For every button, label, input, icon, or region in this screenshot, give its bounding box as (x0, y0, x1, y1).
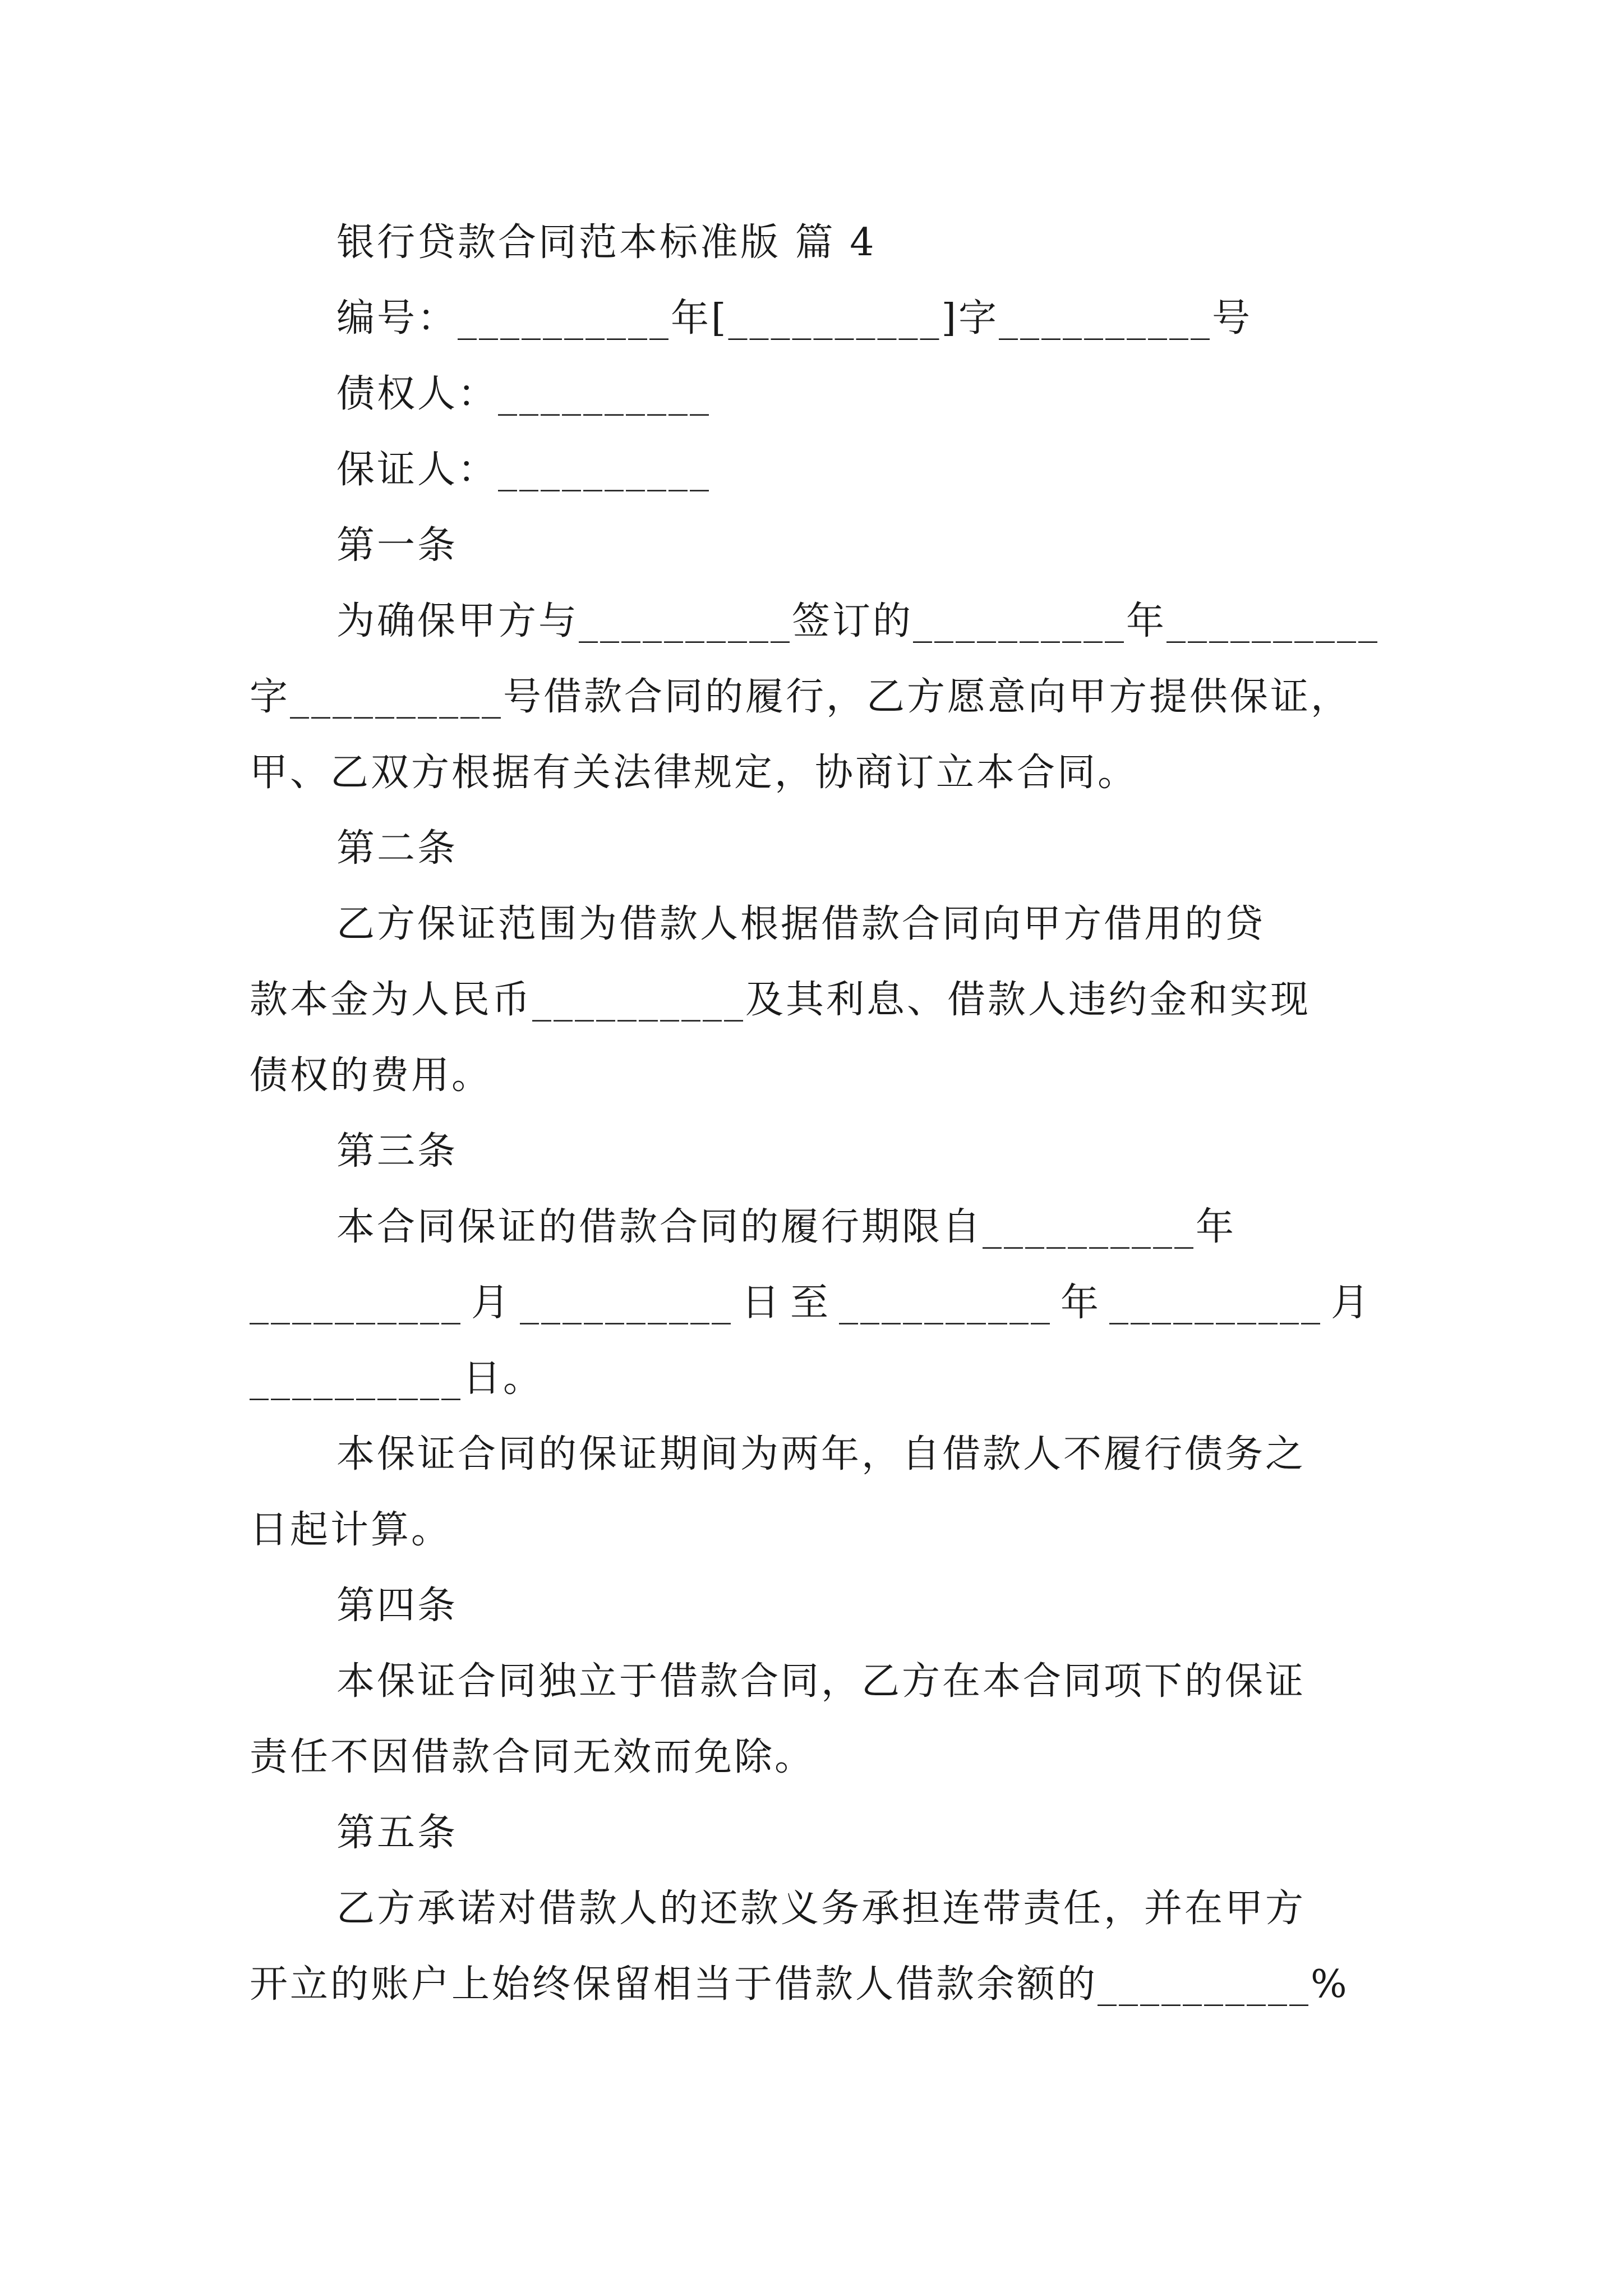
article-2-line-3: 债权的费用。 (250, 1053, 492, 1098)
day-label: 日 (741, 1281, 782, 1325)
article-4-line-1: 本保证合同独立于借款合同，乙方在本合同项下的保证 (336, 1659, 1306, 1704)
article-4-heading: 第四条 (336, 1584, 458, 1628)
article-3-line-3: __________日。 (250, 1356, 544, 1401)
article-3-line-1: 本合同保证的借款合同的履行期限自__________年 (336, 1205, 1237, 1249)
article-2-line-1: 乙方保证范围为借款人根据借款合同向甲方借用的贷 (336, 902, 1266, 946)
article-1-line-2: 字__________号借款合同的履行，乙方愿意向甲方提供保证， (250, 675, 1352, 719)
month-label: 月 (471, 1281, 511, 1325)
year-label: 年 (1060, 1281, 1101, 1325)
article-1-line-1: 为确保甲方与__________签订的__________年__________ (336, 599, 1380, 643)
blank-field: __________ (519, 1281, 733, 1325)
guarantor-line: 保证人：__________ (336, 448, 712, 492)
article-3-para-2-line-1: 本保证合同的保证期间为两年，自借款人不履行债务之 (336, 1432, 1306, 1476)
article-4-line-2: 责任不因借款合同无效而免除。 (250, 1735, 815, 1779)
blank-field: __________ (838, 1281, 1052, 1325)
article-1-heading: 第一条 (336, 523, 458, 568)
article-5-line-2: 开立的账户上始终保留相当于借款人借款余额的__________% (250, 1962, 1349, 2007)
article-5-heading: 第五条 (336, 1811, 458, 1855)
article-2-line-2: 款本金为人民币__________及其利息、借款人违约金和实现 (250, 978, 1311, 1022)
article-3-para-2-line-2: 日起计算。 (250, 1508, 452, 1552)
contract-number-line: 编号：__________年[__________]字__________号 (336, 296, 1253, 341)
creditor-line: 债权人：__________ (336, 372, 712, 416)
article-1-line-3: 甲、乙双方根据有关法律规定，协商订立本合同。 (250, 751, 1138, 795)
blank-field: __________ (250, 1281, 463, 1325)
article-5-line-1: 乙方承诺对借款人的还款义务承担连带责任，并在甲方 (336, 1887, 1306, 1931)
article-3-line-2 (250, 1272, 1371, 1334)
blank-field: __________ (1109, 1281, 1322, 1325)
article-2-heading: 第二条 (336, 826, 458, 871)
document-title: 银行贷款合同范本标准版 篇 4 (336, 220, 877, 265)
month-label: 月 (1330, 1281, 1371, 1325)
to-label: 至 (790, 1281, 831, 1325)
article-3-heading: 第三条 (336, 1129, 458, 1174)
